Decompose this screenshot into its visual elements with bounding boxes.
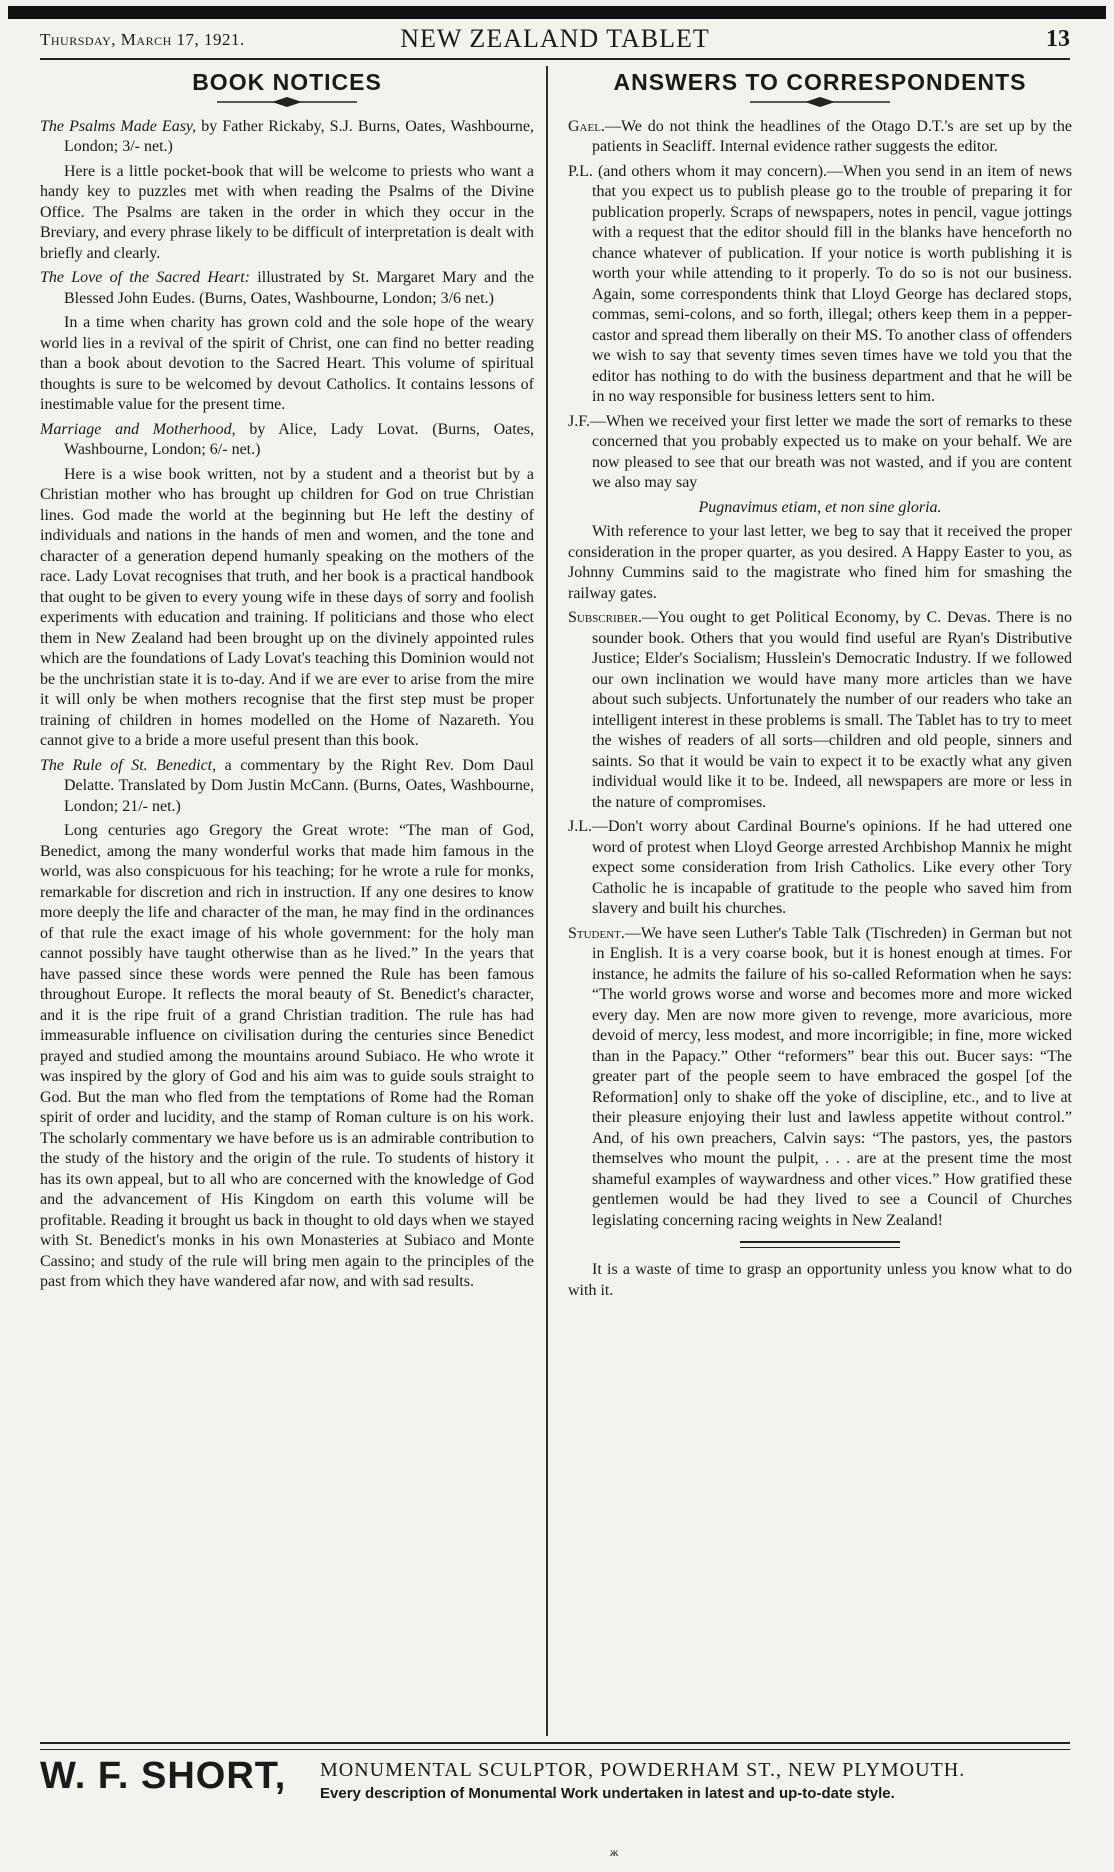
answer-entry bbox=[568, 924, 1072, 1232]
answer-text: —You ought to get Political Economy, by C. Devas. There is no sounder book. Others that you would find useful are Ryan's Distributive Justice; Elder's Socialism; Husslein's Democratic Industry. If we followed our own inclination we would have many more articles than we have about such subjects. Unfortunately the number of our readers who take an intelligent interest in these problems is small. The Tablet has to try to meet the wishes of readers of all sorts—children and old people, sinners and saints. So that it would be vain to expect it to be exactly what any given individual would like it to be. Indeed, all newspapers are more or less in the nature of compromises. bbox=[592, 609, 1072, 811]
answer-entry bbox=[568, 608, 1072, 813]
book-review: Here is a little pocket-book that will be welcome to priests who want a handy key to puzzles met with when reading the Psalms of the Divine Office. The Psalms are taken in the order in which they occur in the Breviary, and every phrase likely to be difficult of interpretation is dealt with briefly and clearly. bbox=[40, 162, 534, 262]
answer-text: —We have seen Luther's Table Talk (Tischreden) in German but not in English. It is a very coarse book, but it is honest enough at times. For instance, he admits the failure of his so-called Reformation when he says: “The world grows worse and worse and becomes more and more wicked every day. Men are now more given to revenge, more avaricious, more devoid of mercy, less modest, and more incorrigible; in fine, more wicked than in the Papacy.” Other “reformers” bear this out. Bucer says: “The greater part of the people seem to have embraced the gospel [of the Reformation] only to shake off the yoke of discipline, etc., and to live at their pleasure enjoying their lust and lawless appetite without control.” And, of his own preachers, Calvin says: “The pastors, yes, the pastors themselves who mount the pulpit, . . . are at the present time the most shameful examples of waywardness and other vices.” How gratified these gentlemen would be had they lived to see a Council of Churches legislating concerning racing weights in New Zealand! bbox=[592, 924, 1072, 1229]
correspondent-name: Gael. bbox=[568, 117, 605, 135]
paper-title: NEW ZEALAND TABLET bbox=[400, 24, 710, 53]
latin-quote: Pugnavimus etiam, et non sine gloria. bbox=[698, 498, 942, 516]
advertiser-tagline: Every description of Monumental Work undertaken in latest and up-to-date style. bbox=[320, 1785, 895, 1802]
book-entry bbox=[40, 756, 534, 818]
answer-text: —When we received your first letter we made the sort of remarks to these concerned that you probably expected us to make on your behalf. We are now pleased to see that our breath was not wasted, and if you are content we also may say bbox=[589, 412, 1072, 491]
answer-text: (and others whom it may concern).—When you send in an item of news that you expect us to publish please go to the trouble of preparing it for publication properly. Scraps of newspapers, notes in pencil, vague jottings with a request that the editor should fill in the blanks have henceforth no chance whatever of publication. If your notice is worth publishing it is worth your while attending to it properly. To do so is not our business. Again, some correspondents think that Lloyd George has declared stops, commas, semi-colons, and so forth, illegal; others keep them in a pepper-castor and spread them liberally on their MS. To another class of offenders we wish to say that seventy times seven times have we told you that the editor has nothing to do with the business department and that he will be in no way responsible for business letters sent to him. bbox=[592, 162, 1072, 405]
book-title: The Rule of St. Benedict, bbox=[40, 756, 217, 774]
answer-text: —We do not think the headlines of the Otago D.T.'s are set up by the patients in Seacliff. Internal evidence rather suggests the editor. bbox=[592, 117, 1072, 155]
footer-rule bbox=[40, 1742, 1070, 1750]
printer-mark: ж bbox=[610, 1845, 619, 1859]
ornament-icon bbox=[217, 97, 357, 107]
book-byline: by Father Rickaby, S.J. Burns, Oates, Washbourne, London; 3/- net.) bbox=[64, 117, 535, 155]
answer-entry bbox=[568, 412, 1072, 494]
page-header bbox=[40, 24, 1070, 54]
advertiser-address: MONUMENTAL SCULPTOR, POWDERHAM ST., NEW PLYMOUTH. bbox=[320, 1759, 966, 1781]
header-rule bbox=[40, 58, 1070, 60]
correspondent-name: Student. bbox=[568, 924, 625, 942]
book-title: The Psalms Made Easy, bbox=[40, 117, 197, 135]
issue-date: Thursday, March 17, 1921. bbox=[40, 30, 245, 49]
correspondent-name: Subscriber. bbox=[568, 609, 643, 626]
correspondent-name: J.F. bbox=[568, 412, 590, 430]
closing-maxim: It is a waste of time to grasp an opportunity unless you know what to do with it. bbox=[568, 1261, 1072, 1299]
book-entry bbox=[40, 420, 534, 461]
book-review: In a time when charity has grown cold and the sole hope of the weary world lies in a revival of the spirit of Christ, one can find no better reading than a book about devotion to the Sacred Heart. This volume of spiritual thoughts is sure to be welcomed by devout Catholics. It contains lessons of inestimable value for the present time. bbox=[40, 314, 534, 413]
page-number: 13 bbox=[1046, 26, 1070, 52]
book-notices-title: BOOK NOTICES bbox=[192, 69, 382, 95]
answer-entry bbox=[568, 162, 1072, 408]
answer-text-continued: With reference to your last letter, we beg to say that it received the proper consideration in the proper quarter, as you desired. A Happy Easter to you, as Johnny Cummins said to the magistrate who fined him for smashing the railway gates. bbox=[568, 523, 1072, 602]
book-entry bbox=[40, 268, 534, 309]
column-divider bbox=[546, 66, 548, 1736]
correspondent-name: P.L. bbox=[568, 162, 593, 180]
correspondent-name: J.L. bbox=[568, 818, 592, 835]
top-rule bbox=[8, 6, 1106, 19]
book-title: The Love of the Sacred Heart: bbox=[40, 269, 251, 286]
book-byline: a commentary by the Right Rev. Dom Daul Delatte. Translated by Dom Justin McCann. (Burns, Oates, Washbourne, London; 21/- net.) bbox=[64, 756, 535, 815]
book-notices-column bbox=[40, 69, 535, 1297]
advertiser-name: W. F. SHORT, bbox=[40, 1755, 287, 1797]
book-review: Here is a wise book written, not by a student and a theorist but by a Christian mother who has brought up children for God on true Christian lines. God made the world at the beginning but He left the destiny of individuals and nations in the hands of men and women, and the tone and character of a generation depend humanly speaking on the mothers of the race. Lady Lovat recognises that truth, and her book is a practical handbook that ought to be given to every young wife in these days of sorry and foolish experiments with education and training. If politicians and those who elect them in New Zealand had been brought up on the divinely appointed rules which are the foundations of Lady Lovat's teaching this Dominion would not be the unchristian state it is to-day. And if we are ever to arise from the mire it will only be when mothers recognise that the first step must be proper training of children in homes modelled on the Home of Nazareth. You cannot give to a bride a more useful present than this book. bbox=[40, 465, 534, 749]
answer-entry bbox=[568, 817, 1072, 920]
section-end-rule bbox=[740, 1241, 900, 1248]
answer-text: —Don't worry about Cardinal Bourne's opinions. If he had uttered one word of protest when Lloyd George arrested Archbishop Mannix he might expect some consideration from Irish Catholics. Like every other Tory Catholic he is incapable of gratitude to the people who saved him from slavery and built his churches. bbox=[592, 818, 1072, 917]
book-entry bbox=[40, 117, 534, 158]
advertisement bbox=[40, 1755, 1070, 1815]
book-byline: by Alice, Lady Lovat. (Burns, Oates, Washbourne, London; 6/- net.) bbox=[64, 420, 534, 458]
answers-column bbox=[568, 69, 1072, 1305]
book-title: Marriage and Motherhood, bbox=[40, 420, 236, 438]
answers-title: ANSWERS TO CORRESPONDENTS bbox=[613, 69, 1027, 95]
answer-entry bbox=[568, 117, 1072, 158]
ornament-icon bbox=[750, 97, 890, 107]
book-byline: illustrated by St. Margaret Mary and the Blessed John Eudes. (Burns, Oates, Washbourne, London; 3/6 net.) bbox=[64, 269, 534, 307]
book-review: Long centuries ago Gregory the Great wrote: “The man of God, Benedict, among the many wonderful works that made him famous in the world, was also conspicuous for his teaching; for he wrote a rule for monks, remarkable for discretion and rich in instruction. If any one desires to know more deeply the life and character of the man, he may find in the ordinances of that rule the exact image of his whole government: for the holy man cannot possibly have taught otherwise than as he lived.” In the years that have passed since these words were penned the Rule has been famous throughout Europe. It reflects the moral beauty of St. Benedict's character, and it is the ripe fruit of a grand Christian tradition. The rule has had immeasurable influence on civilisation during the centuries since Benedict prayed and studied among the mountains around Subiaco. He who wrote it was inspired by the glory of God and his aim was to guide souls straight to God. But the man who fled from the temptations of Rome had the Roman spirit of order and lucidity, and the stamp of Roman culture is on his work. The scholarly commentary we have before us is an admirable contribution to the study of the history and the origin of the rule. To students of history it has its own appeal, but to all who are concerned with the knowledge of God and the advancement of His Kingdom on earth this volume will be profitable. Reading it brought us back in thought to old days when we stayed with St. Benedict's monks in his own Monasteries at Subiaco and Monte Cassino; and study of the rule will bring men again to the principles of the past from which they have wandered afar now, and with sad results. bbox=[40, 822, 534, 1290]
